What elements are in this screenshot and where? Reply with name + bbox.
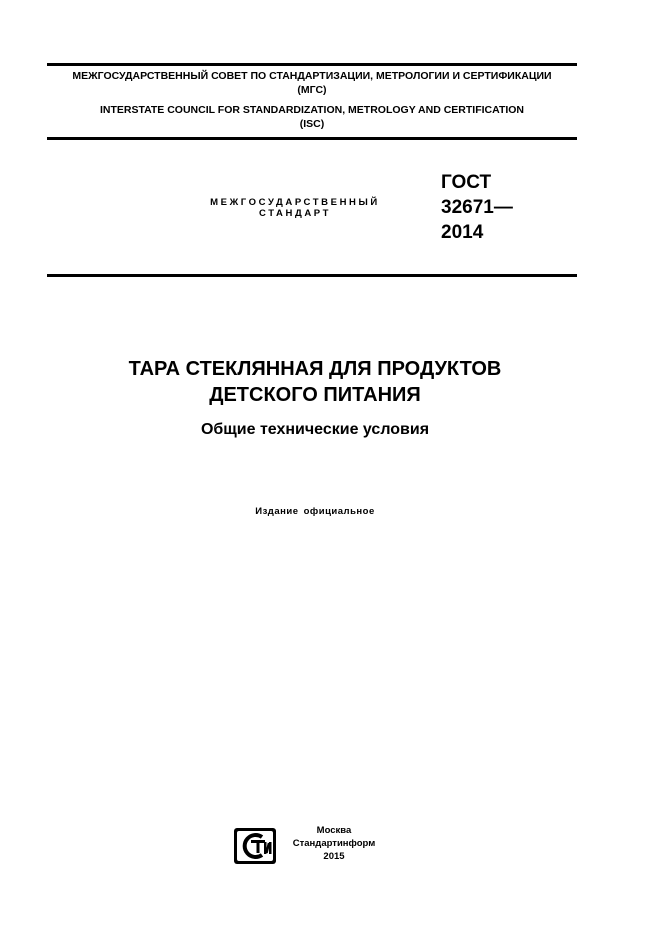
edition-note: Издание официальное bbox=[255, 506, 375, 517]
standard-label-line2: СТАНДАРТ bbox=[259, 208, 331, 219]
document-title bbox=[60, 356, 570, 408]
middle-rule bbox=[47, 137, 577, 140]
council-en-name: INTERSTATE COUNCIL FOR STANDARDIZATION, METROLOGY AND CERTIFICATION bbox=[99, 104, 525, 116]
standartinform-logo-icon bbox=[233, 827, 277, 865]
council-ru-name: МЕЖГОСУДАРСТВЕННЫЙ СОВЕТ ПО СТАНДАРТИЗАЦИИ, МЕТРОЛОГИИ И СЕРТИФИКАЦИИ bbox=[72, 70, 552, 82]
standard-label-line1: МЕЖГОСУДАРСТВЕННЫЙ bbox=[210, 197, 380, 208]
council-en bbox=[47, 104, 577, 131]
publisher-city: Москва bbox=[316, 825, 352, 836]
council-ru bbox=[47, 70, 577, 97]
title-line1: ТАРА СТЕКЛЯННАЯ ДЛЯ ПРОДУКТОВ bbox=[128, 358, 502, 380]
title-line2: ДЕТСКОГО ПИТАНИЯ bbox=[209, 384, 421, 406]
council-ru-abbr: (МГС) bbox=[297, 83, 327, 96]
bottom-rule bbox=[47, 274, 577, 277]
document-subtitle: Общие технические условия bbox=[200, 421, 430, 438]
standard-label bbox=[175, 197, 415, 219]
top-rule bbox=[47, 63, 577, 66]
publisher-info bbox=[284, 824, 384, 863]
council-en-abbr: (ISC) bbox=[299, 117, 325, 130]
designation-line3: 2014 bbox=[441, 222, 484, 243]
publisher-year: 2015 bbox=[323, 851, 345, 862]
designation-line1: ГОСТ bbox=[441, 172, 492, 193]
designation-line2: 32671— bbox=[441, 197, 513, 218]
standard-designation bbox=[441, 170, 513, 245]
publisher-name: Стандартинформ bbox=[292, 838, 376, 849]
